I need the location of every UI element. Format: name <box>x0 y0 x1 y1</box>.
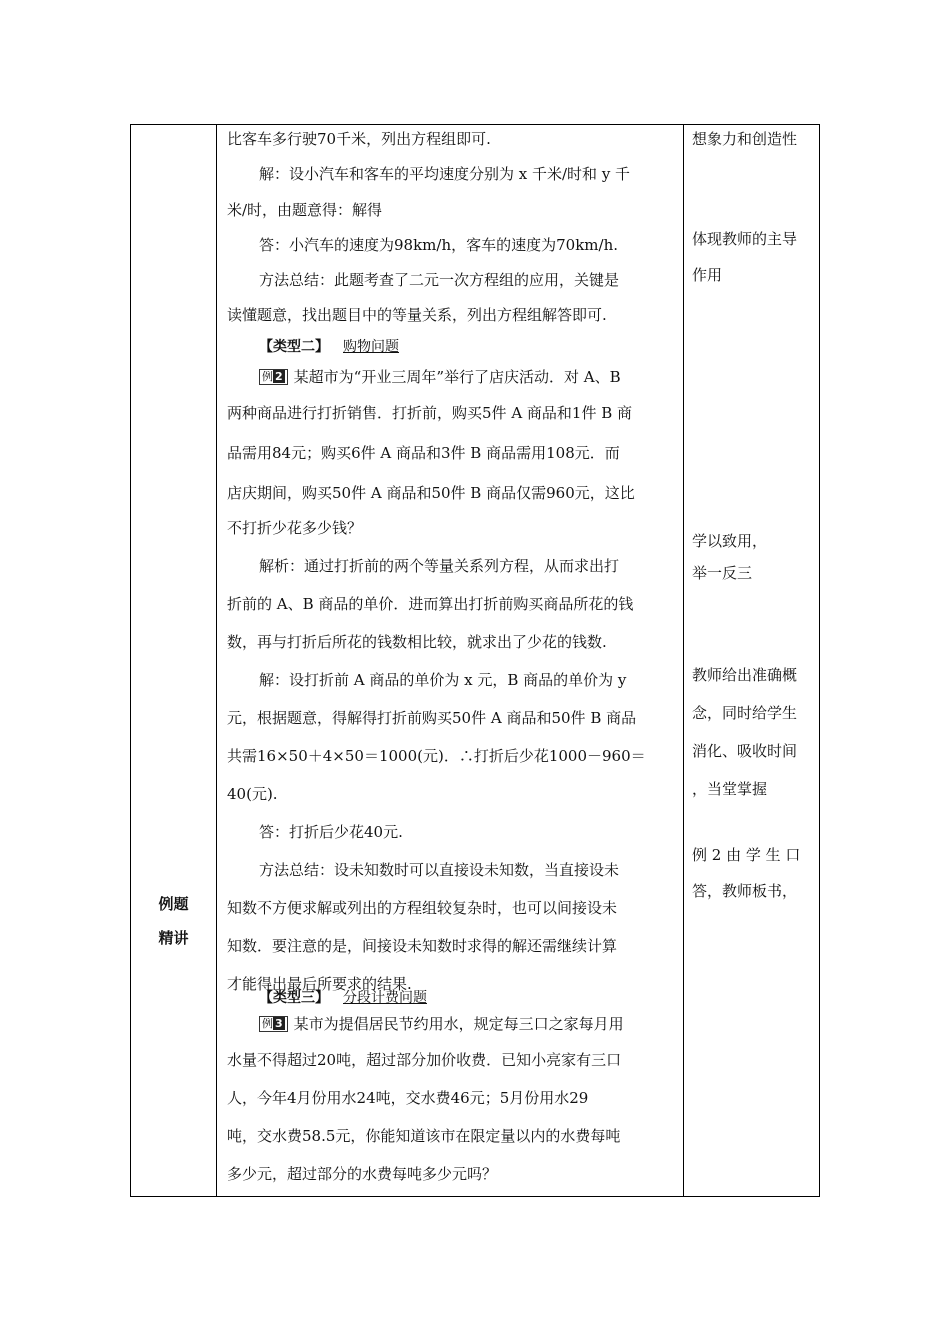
text-line-content: 某市为提倡居民节约用水，规定每三口之家每月用 <box>293 1015 624 1033</box>
text-line-content: 共需16×50＋4×50＝1000(元)．∴打折后少花1000－960＝ <box>227 747 646 765</box>
text-line-content: 比客车多行驶70千米，列出方程组即可. <box>227 130 491 148</box>
text-line <box>227 198 382 222</box>
text-line-content: 方法总结：设未知数时可以直接设未知数，当直接设未 <box>259 861 620 879</box>
text-line-content: 才能得出最后所要求的结果. <box>227 975 412 993</box>
text-line <box>259 233 618 257</box>
column-divider <box>216 125 217 1196</box>
text-line-content: 品需用84元；购买6件 A 商品和3件 B 商品需用108元．而 <box>227 444 620 462</box>
text-line-content: 方法总结：此题考查了二元一次方程组的应用，关键是 <box>259 271 620 289</box>
teaching-note-line: 答，教师板书， <box>692 882 798 900</box>
text-line <box>227 706 636 730</box>
text-line-content: 某超市为“开业三周年”举行了店庆活动．对 A、B <box>293 368 621 386</box>
example-badge <box>259 1016 288 1032</box>
example-badge-prefix: 例 <box>262 370 273 383</box>
text-line-content: 水量不得超过20吨，超过部分加价收费．已知小亮家有三口 <box>227 1051 622 1069</box>
type-heading <box>259 335 399 359</box>
teaching-note-line: 教师给出准确概 <box>692 666 798 684</box>
type-label: 【类型二】 <box>259 339 329 355</box>
text-line-content: 知数．要注意的是，间接设未知数时求得的解还需继续计算 <box>227 937 618 955</box>
teaching-note-line: 念，同时给学生 <box>692 704 798 722</box>
text-line <box>227 303 607 327</box>
text-line-content: 折前的 A、B 商品的单价．进而算出打折前购买商品所花的钱 <box>227 595 634 613</box>
column-divider <box>683 125 684 1196</box>
text-line-content: 米/时，由题意得：解得 <box>227 201 383 219</box>
text-line <box>227 782 278 806</box>
text-line <box>227 934 617 958</box>
text-line <box>227 896 617 920</box>
text-line <box>227 1048 621 1072</box>
type-topic: 分段计费问题 <box>343 990 427 1006</box>
text-line <box>259 820 403 844</box>
text-line <box>227 1124 620 1148</box>
teaching-note-line: 想象力和创造性 <box>692 130 798 148</box>
text-line-content: 店庆期间，购买50件 A 商品和50件 B 商品仅需960元，这比 <box>227 484 635 502</box>
text-line <box>227 744 646 768</box>
text-line <box>227 441 620 465</box>
text-line <box>227 516 362 540</box>
example-number: 3 <box>275 1017 283 1030</box>
example-badge-prefix: 例 <box>262 1017 273 1030</box>
example-badge <box>259 369 288 385</box>
text-line <box>227 127 491 151</box>
text-line <box>259 1012 624 1036</box>
text-line <box>227 481 635 505</box>
teaching-note-line: 消化、吸收时间 <box>692 742 798 760</box>
text-line-content: 40(元). <box>227 785 278 803</box>
teaching-note-line: ，当堂掌握 <box>692 780 768 798</box>
text-line-content: 两种商品进行打折销售．打折前，购买5件 A 商品和1件 B 商 <box>227 404 633 422</box>
text-line-content: 元，根据题意，得解得打折前购买50件 A 商品和50件 B 商品 <box>227 709 637 727</box>
text-line <box>227 592 633 616</box>
text-line <box>227 1086 588 1110</box>
text-line-content: 多少元，超过部分的水费每吨多少元吗？ <box>227 1165 498 1183</box>
type-label: 【类型三】 <box>259 990 329 1006</box>
section-label <box>131 887 216 955</box>
section-label-line: 精讲 <box>158 929 189 947</box>
text-line-content: 吨，交水费58.5元，你能知道该市在限定量以内的水费每吨 <box>227 1127 621 1145</box>
section-label-line: 例题 <box>158 895 189 913</box>
text-line <box>259 554 619 578</box>
text-line-content: 答：小汽车的速度为98km/h，客车的速度为70km/h. <box>259 236 618 254</box>
text-line-content: 解析：通过打折前的两个等量关系列方程，从而求出打 <box>259 557 620 575</box>
text-line <box>259 858 619 882</box>
teaching-note-line: 学以致用， <box>692 532 768 550</box>
text-line <box>259 268 619 292</box>
teaching-note-line: 举一反三 <box>692 564 753 582</box>
text-line-content: 解：设小汽车和客车的平均速度分别为 x 千米/时和 y 千 <box>259 165 631 183</box>
text-line <box>259 162 630 186</box>
text-line-content: 解：设打折前 A 商品的单价为 x 元，B 商品的单价为 y <box>259 671 627 689</box>
type-heading <box>259 986 427 1010</box>
text-line-content: 人，今年4月份用水24吨，交水费46元；5月份用水29 <box>227 1089 589 1107</box>
teaching-note-line: 体现教师的主导 <box>692 230 798 248</box>
text-line-content: 读懂题意，找出题目中的等量关系，列出方程组解答即可. <box>227 306 607 324</box>
text-line-content: 数，再与打折后所花的钱数相比较，就求出了少花的钱数. <box>227 633 607 651</box>
text-line <box>259 365 621 389</box>
text-line-content: 答：打折后少花40元. <box>259 823 403 841</box>
text-line <box>227 630 607 654</box>
text-line <box>227 401 632 425</box>
text-line <box>227 1162 497 1186</box>
teaching-note-line: 例 2 由 学 生 口 <box>692 846 801 864</box>
lesson-table <box>130 124 820 1197</box>
example-number: 2 <box>275 370 283 383</box>
type-topic: 购物问题 <box>343 339 399 355</box>
text-line-content: 知数不方便求解或列出的方程组较复杂时，也可以间接设未 <box>227 899 618 917</box>
text-line-content: 不打折少花多少钱？ <box>227 519 363 537</box>
text-line <box>259 668 626 692</box>
teaching-note-line: 作用 <box>692 266 723 284</box>
